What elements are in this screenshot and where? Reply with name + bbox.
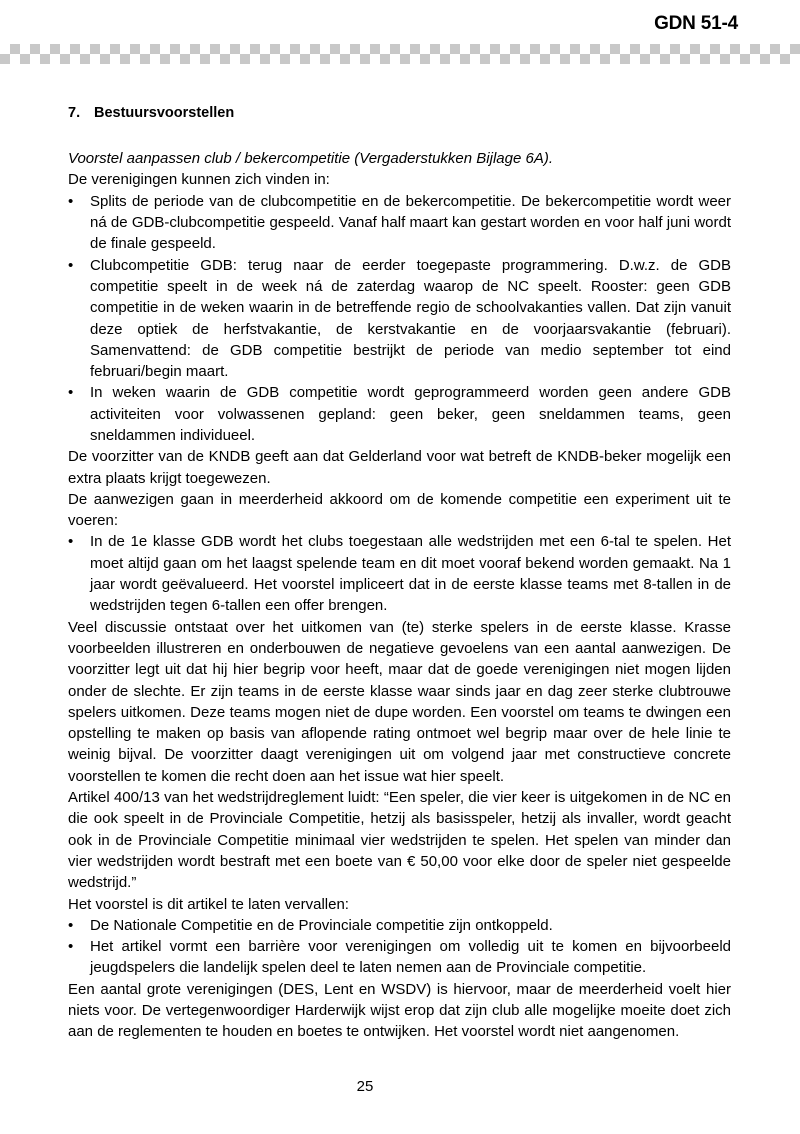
bullet-item-1: [68, 191, 731, 255]
bullet-marker-icon: •: [68, 533, 74, 551]
bullet-marker-icon: •: [68, 256, 74, 274]
section-heading: [68, 104, 731, 122]
bullet-marker-icon: •: [68, 916, 74, 934]
paragraph-discussie: Veel discussie ontstaat over het uitkomen van (te) sterke spelers in de eerste klasse. Krasse voorbeelden illustreren en onderbouwen de negatieve gevoelens van een aantal aanwezigen. De voorzitter legt uit dat hij hier begrip voor heeft, maar dat de goede verenigingen niet mogen lijden onder de slechte. Er zijn teams in de eerste klasse waar sinds jaar en dag zeer sterke clubtrouwe spelers uitkomen. Deze teams mogen niet de dupe worden. Een voorstel om teams te dwingen een opstelling te maken op basis van aflopende rating ontmoet wel begrip maar over de hele linie te weinig bijval. De voorzitter daagt verenigingen uit om volgend jaar met constructieve concrete voorstellen te komen die recht doen aan het issue wat hier speelt.: [68, 618, 731, 785]
bullet-item-2: [68, 255, 731, 383]
checkerboard-rule-icon: [0, 44, 800, 64]
bullet-item-6: [68, 936, 731, 979]
bullet-item-6-text: Het artikel vormt een barrière voor verenigingen om volledig uit te komen en bijvoorbeeld jeugdspelers die landelijk spelen deel te laten nemen aan de Provinciale competitie.: [90, 938, 731, 977]
paragraph-kndb: De voorzitter van de KNDB geeft aan dat Gelderland voor wat betreft de KNDB-beker mogelijk een extra plaats krijgt toegewezen.: [68, 448, 731, 487]
bullet-item-2-text: Clubcompetitie GDB: terug naar de eerder toegepaste programmering. D.w.z. de GDB competitie speelt in de week ná de zaterdag waarop de NC speelt. Rooster: geen GDB competitie in de weken waarin in de betreffende regio de schoolvakanties vallen. Dat zijn vanuit deze optiek de herfstvakantie, de kerstvakantie en de voorjaarsvakantie (februari). Samenvattend: de GDB competitie bestrijkt de periode van medio september tot eind februari/begin maart.: [90, 256, 731, 381]
bullet-item-3: [68, 382, 731, 446]
page-number: 25: [356, 1078, 374, 1095]
bullet-item-1-text: Splits de periode van de clubcompetitie en de bekercompetitie. De bekercompetitie wordt weer ná de GDB-clubcompetitie gespeeld. Vanaf half maart kan gestart worden en voor half juni wordt de finale gespeeld.: [90, 192, 731, 253]
section-number: 7.: [68, 105, 81, 121]
document-content: [68, 104, 731, 1043]
proposal-subtitle: Voorstel aanpassen club / bekercompetitie (Vergaderstukken Bijlage 6A).: [68, 150, 553, 168]
bullet-item-5: [68, 915, 731, 936]
header-document-code: GDN 51-4: [654, 13, 738, 34]
bullet-marker-icon: •: [68, 384, 74, 402]
bullet-marker-icon: •: [68, 938, 74, 956]
paragraph-slot: Een aantal grote verenigingen (DES, Lent en WSDV) is hiervoor, maar de meerderheid voelt hier niets voor. De vertegenwoordiger Harderwijk wijst erop dat zijn club alle mogelijke moeite doet zich aan de reglementen te houden en boetes te ontwijken. Het voorstel wordt niet aangenomen.: [68, 980, 731, 1041]
bullet-item-5-text: De Nationale Competitie en de Provinciale competitie zijn ontkoppeld.: [90, 916, 553, 934]
bullet-item-4-text: In de 1e klasse GDB wordt het clubs toegestaan alle wedstrijden met een 6-tal te spelen. Het moet altijd gaan om het laagst spelende team en dit moet vooraf bekend worden gemaakt. Na 1 jaar wordt geëvalueerd. Het voorstel impliceert dat in de eerste klasse teams met 8-tallen in de wedstrijden tegen 6-tallen een offer brengen.: [90, 533, 731, 615]
bullet-item-4: [68, 531, 731, 616]
bullet-item-3-text: In weken waarin de GDB competitie wordt geprogrammeerd worden geen andere GDB activiteiten voor volwassenen gepland: geen beker, geen sneldammen teams, geen sneldammen individueel.: [90, 384, 731, 444]
paragraph-artikel: Artikel 400/13 van het wedstrijdreglement luidt: “Een speler, die vier keer is uitgekomen in de NC en die ook speelt in de Provinciale Competitie, hetzij als basisspeler, hetzij als invaller, wordt geacht ook in de Provinciale Competitie minimaal vier wedstrijden te spelen. Het spelen van minder dan vier wedstrijden wordt bestraft met een boete van € 50,00 voor elke door de speler niet gespeelde wedstrijd.”: [68, 789, 731, 892]
paragraph-experiment: De aanwezigen gaan in meerderheid akkoord om de komende competitie een experiment uit te voeren:: [68, 490, 731, 530]
section-title: Bestuursvoorstellen: [94, 105, 235, 121]
paragraph-voorstel: Het voorstel is dit artikel te laten vervallen:: [68, 895, 349, 913]
bullet-marker-icon: •: [68, 192, 74, 210]
intro-paragraph: De verenigingen kunnen zich vinden in:: [68, 171, 330, 189]
